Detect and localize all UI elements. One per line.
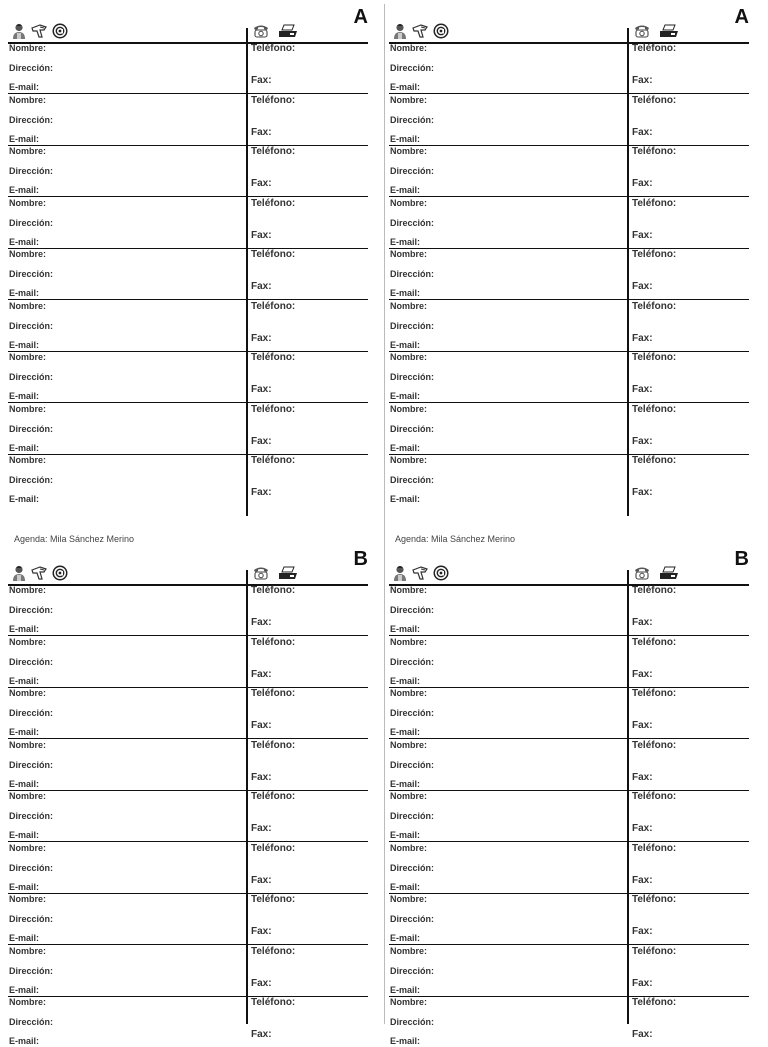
address-label: Dirección:	[9, 166, 54, 176]
phone-label: Teléfono:	[251, 455, 296, 466]
phone-label: Teléfono:	[632, 842, 677, 854]
address-label: Dirección:	[390, 114, 435, 125]
fax-label: Fax:	[251, 926, 272, 937]
phone-label: Teléfono:	[251, 894, 296, 905]
fax-machine-icon	[659, 566, 679, 580]
contact-entry	[8, 94, 368, 146]
name-label: Nombre:	[9, 585, 47, 595]
email-label: E-mail:	[390, 727, 421, 737]
page-letter: A	[734, 6, 749, 28]
email-label: E-mail:	[9, 881, 40, 892]
contact-entry	[8, 584, 368, 636]
address-label: Dirección:	[9, 423, 54, 434]
fax-label: Fax:	[251, 332, 272, 344]
fax-label: Fax:	[251, 487, 272, 498]
fax-label: Fax:	[251, 874, 272, 886]
phone-label: Teléfono:	[251, 842, 296, 854]
phone-label: Teléfono:	[251, 688, 296, 699]
contact-entry	[8, 145, 368, 197]
address-label: Dirección:	[390, 656, 435, 667]
email-label: E-mail:	[390, 984, 421, 995]
fax-label: Fax:	[251, 977, 272, 989]
phone-label: Teléfono:	[632, 352, 677, 363]
email-label: E-mail:	[390, 494, 421, 504]
page-separator	[384, 4, 385, 1024]
phone-label: Teléfono:	[251, 403, 296, 415]
contact-entry	[8, 790, 368, 842]
address-label: Dirección:	[390, 217, 435, 228]
email-label: E-mail:	[390, 236, 421, 247]
hand-icon	[412, 566, 428, 580]
person-icon	[393, 23, 407, 39]
address-label: Dirección:	[390, 605, 435, 615]
email-label: E-mail:	[9, 933, 40, 943]
phone-label: Teléfono:	[632, 894, 677, 905]
phone-label: Teléfono:	[632, 997, 677, 1008]
fax-label: Fax:	[251, 1029, 272, 1040]
fax-label: Fax:	[251, 771, 272, 783]
contact-entry	[389, 145, 749, 197]
address-label: Dirección:	[390, 423, 435, 434]
contact-icons	[393, 23, 449, 39]
address-label: Dirección:	[390, 63, 435, 73]
address-label: Dirección:	[390, 914, 435, 924]
fax-label: Fax:	[251, 668, 272, 680]
email-label: E-mail:	[9, 185, 40, 195]
name-label: Nombre:	[390, 997, 428, 1007]
contact-icons	[12, 23, 68, 39]
address-label: Dirección:	[390, 166, 435, 176]
contact-entry	[389, 790, 749, 842]
email-label: E-mail:	[9, 339, 40, 350]
address-label: Dirección:	[9, 862, 54, 873]
email-label: E-mail:	[390, 830, 421, 840]
contact-entry	[389, 197, 749, 249]
email-label: E-mail:	[9, 442, 40, 453]
name-label: Nombre:	[390, 894, 428, 904]
contact-entry	[389, 893, 749, 945]
email-label: E-mail:	[9, 675, 40, 686]
name-label: Nombre:	[9, 352, 47, 362]
name-label: Nombre:	[390, 197, 428, 208]
name-label: Nombre:	[390, 403, 428, 414]
fax-label: Fax:	[632, 1029, 653, 1040]
fax-label: Fax:	[632, 771, 653, 783]
fax-label: Fax:	[632, 332, 653, 344]
name-label: Nombre:	[390, 585, 428, 595]
fax-label: Fax:	[632, 720, 653, 731]
telephone-icon	[633, 24, 651, 38]
address-label: Dirección:	[9, 965, 54, 976]
fax-machine-icon	[278, 24, 298, 38]
address-label: Dirección:	[390, 1017, 435, 1027]
name-label: Nombre:	[390, 688, 428, 698]
fax-label: Fax:	[251, 823, 272, 834]
name-label: Nombre:	[9, 945, 47, 956]
name-label: Nombre:	[390, 791, 428, 801]
fax-label: Fax:	[251, 178, 272, 189]
contact-entry	[8, 687, 368, 739]
contact-entry	[8, 893, 368, 945]
contact-icons	[393, 565, 449, 581]
address-label: Dirección:	[9, 63, 54, 73]
phone-label: Teléfono:	[632, 739, 677, 751]
name-label: Nombre:	[9, 94, 47, 105]
contact-entry	[8, 842, 368, 894]
email-label: E-mail:	[9, 391, 40, 401]
email-label: E-mail:	[9, 727, 40, 737]
telephone-icon	[252, 566, 270, 580]
fax-label: Fax:	[632, 874, 653, 886]
fax-label: Fax:	[632, 75, 653, 86]
email-label: E-mail:	[390, 82, 421, 92]
name-label: Nombre:	[390, 94, 428, 105]
address-label: Dirección:	[390, 811, 435, 821]
contact-entry	[389, 248, 749, 300]
address-label: Dirección:	[9, 605, 54, 615]
contact-entry	[8, 636, 368, 688]
contact-entry	[389, 454, 749, 505]
name-label: Nombre:	[9, 455, 47, 465]
fax-label: Fax:	[632, 229, 653, 241]
email-label: E-mail:	[9, 984, 40, 995]
address-label: Dirección:	[9, 708, 54, 718]
communication-icons	[633, 24, 679, 38]
phone-label: Teléfono:	[632, 197, 677, 209]
address-label: Dirección:	[9, 475, 54, 485]
address-label: Dirección:	[9, 114, 54, 125]
fax-label: Fax:	[251, 229, 272, 241]
person-icon	[12, 565, 26, 581]
phone-label: Teléfono:	[251, 945, 296, 957]
phone-label: Teléfono:	[251, 43, 296, 54]
phone-label: Teléfono:	[251, 146, 296, 157]
fax-label: Fax:	[632, 823, 653, 834]
email-label: E-mail:	[390, 339, 421, 350]
phone-label: Teléfono:	[251, 249, 296, 260]
fax-label: Fax:	[632, 977, 653, 989]
hand-icon	[412, 24, 428, 38]
phone-label: Teléfono:	[632, 43, 677, 54]
address-label: Dirección:	[9, 811, 54, 821]
address-label: Dirección:	[390, 862, 435, 873]
phone-label: Teléfono:	[251, 352, 296, 363]
contact-entry	[8, 454, 368, 505]
address-label: Dirección:	[9, 1017, 54, 1027]
fax-label: Fax:	[632, 435, 653, 447]
phone-label: Teléfono:	[251, 739, 296, 751]
name-label: Nombre:	[390, 43, 428, 53]
address-label: Dirección:	[9, 269, 54, 279]
address-label: Dirección:	[9, 320, 54, 331]
address-label: Dirección:	[9, 217, 54, 228]
person-icon	[393, 565, 407, 581]
name-label: Nombre:	[390, 636, 428, 647]
at-sign-icon	[433, 23, 449, 39]
phone-label: Teléfono:	[251, 585, 296, 596]
name-label: Nombre:	[390, 249, 428, 259]
fax-machine-icon	[278, 566, 298, 580]
email-label: E-mail:	[390, 933, 421, 943]
page-letter: B	[734, 548, 749, 570]
fax-label: Fax:	[632, 178, 653, 189]
telephone-icon	[633, 566, 651, 580]
contact-entry	[389, 300, 749, 352]
contact-entry	[389, 996, 749, 1047]
phone-label: Teléfono:	[632, 585, 677, 596]
contact-entry	[389, 584, 749, 636]
contact-entry	[389, 403, 749, 455]
name-label: Nombre:	[9, 894, 47, 904]
name-label: Nombre:	[9, 636, 47, 647]
name-label: Nombre:	[390, 146, 428, 156]
at-sign-icon	[52, 23, 68, 39]
fax-label: Fax:	[632, 281, 653, 292]
phone-label: Teléfono:	[632, 636, 677, 648]
address-label: Dirección:	[9, 656, 54, 667]
email-label: E-mail:	[390, 778, 421, 789]
name-label: Nombre:	[9, 43, 47, 53]
name-label: Nombre:	[390, 945, 428, 956]
phone-label: Teléfono:	[632, 249, 677, 260]
contact-entry	[8, 300, 368, 352]
phone-label: Teléfono:	[632, 403, 677, 415]
phone-label: Teléfono:	[251, 636, 296, 648]
name-label: Nombre:	[9, 197, 47, 208]
email-label: E-mail:	[9, 236, 40, 247]
email-label: E-mail:	[9, 830, 40, 840]
contact-entry	[8, 248, 368, 300]
phone-label: Teléfono:	[632, 945, 677, 957]
email-label: E-mail:	[9, 133, 40, 144]
fax-label: Fax:	[632, 617, 653, 628]
at-sign-icon	[433, 565, 449, 581]
email-label: E-mail:	[390, 133, 421, 144]
communication-icons	[252, 566, 298, 580]
address-label: Dirección:	[9, 759, 54, 770]
fax-label: Fax:	[632, 384, 653, 395]
phone-label: Teléfono:	[632, 688, 677, 699]
email-label: E-mail:	[9, 494, 40, 504]
fax-label: Fax:	[251, 384, 272, 395]
name-label: Nombre:	[9, 688, 47, 698]
email-label: E-mail:	[9, 1036, 40, 1046]
email-label: E-mail:	[390, 881, 421, 892]
address-label: Dirección:	[390, 708, 435, 718]
name-label: Nombre:	[9, 842, 47, 853]
email-label: E-mail:	[390, 624, 421, 634]
hand-icon	[31, 24, 47, 38]
fax-label: Fax:	[251, 281, 272, 292]
phone-label: Teléfono:	[632, 455, 677, 466]
name-label: Nombre:	[390, 352, 428, 362]
address-book-page	[8, 548, 368, 1046]
name-label: Nombre:	[9, 249, 47, 259]
name-label: Nombre:	[9, 300, 47, 311]
contact-entry	[8, 197, 368, 249]
phone-label: Teléfono:	[251, 94, 296, 106]
name-label: Nombre:	[390, 300, 428, 311]
name-label: Nombre:	[9, 997, 47, 1007]
email-label: E-mail:	[390, 288, 421, 298]
contact-entry	[8, 739, 368, 791]
address-label: Dirección:	[390, 320, 435, 331]
name-label: Nombre:	[9, 146, 47, 156]
address-label: Dirección:	[390, 965, 435, 976]
contact-entry	[389, 842, 749, 894]
phone-label: Teléfono:	[632, 94, 677, 106]
contact-entry	[389, 42, 749, 94]
address-label: Dirección:	[390, 372, 435, 382]
address-book-page	[389, 548, 749, 1046]
email-label: E-mail:	[9, 778, 40, 789]
fax-label: Fax:	[251, 435, 272, 447]
email-label: E-mail:	[9, 82, 40, 92]
phone-label: Teléfono:	[632, 146, 677, 157]
communication-icons	[633, 566, 679, 580]
phone-label: Teléfono:	[251, 791, 296, 802]
footer-credit: Agenda: Mila Sánchez Merino	[14, 533, 135, 544]
fax-machine-icon	[659, 24, 679, 38]
contact-entry	[8, 996, 368, 1047]
contact-entry	[389, 687, 749, 739]
email-label: E-mail:	[390, 442, 421, 453]
fax-label: Fax:	[251, 75, 272, 86]
contact-entry	[389, 739, 749, 791]
name-label: Nombre:	[9, 739, 47, 750]
address-label: Dirección:	[390, 475, 435, 485]
contact-entry	[389, 94, 749, 146]
contact-entry	[8, 945, 368, 997]
contact-entry	[389, 945, 749, 997]
phone-label: Teléfono:	[251, 197, 296, 209]
name-label: Nombre:	[390, 739, 428, 750]
fax-label: Fax:	[632, 668, 653, 680]
fax-label: Fax:	[632, 926, 653, 937]
fax-label: Fax:	[251, 617, 272, 628]
person-icon	[12, 23, 26, 39]
name-label: Nombre:	[9, 403, 47, 414]
name-label: Nombre:	[390, 455, 428, 465]
email-label: E-mail:	[390, 1036, 421, 1046]
telephone-icon	[252, 24, 270, 38]
phone-label: Teléfono:	[632, 791, 677, 802]
contact-entry	[8, 351, 368, 403]
email-label: E-mail:	[390, 675, 421, 686]
page-letter: A	[353, 6, 368, 28]
fax-label: Fax:	[251, 720, 272, 731]
contact-icons	[12, 565, 68, 581]
fax-label: Fax:	[251, 126, 272, 138]
communication-icons	[252, 24, 298, 38]
phone-label: Teléfono:	[632, 300, 677, 312]
contact-entry	[389, 351, 749, 403]
fax-label: Fax:	[632, 487, 653, 498]
name-label: Nombre:	[390, 842, 428, 853]
name-label: Nombre:	[9, 791, 47, 801]
phone-label: Teléfono:	[251, 997, 296, 1008]
address-label: Dirección:	[390, 759, 435, 770]
contact-entry	[8, 42, 368, 94]
address-label: Dirección:	[9, 914, 54, 924]
email-label: E-mail:	[9, 624, 40, 634]
hand-icon	[31, 566, 47, 580]
phone-label: Teléfono:	[251, 300, 296, 312]
email-label: E-mail:	[390, 391, 421, 401]
email-label: E-mail:	[390, 185, 421, 195]
email-label: E-mail:	[9, 288, 40, 298]
address-label: Dirección:	[390, 269, 435, 279]
contact-entry	[8, 403, 368, 455]
fax-label: Fax:	[632, 126, 653, 138]
address-label: Dirección:	[9, 372, 54, 382]
contact-entry	[389, 636, 749, 688]
at-sign-icon	[52, 565, 68, 581]
footer-credit: Agenda: Mila Sánchez Merino	[395, 533, 516, 544]
page-letter: B	[353, 548, 368, 570]
